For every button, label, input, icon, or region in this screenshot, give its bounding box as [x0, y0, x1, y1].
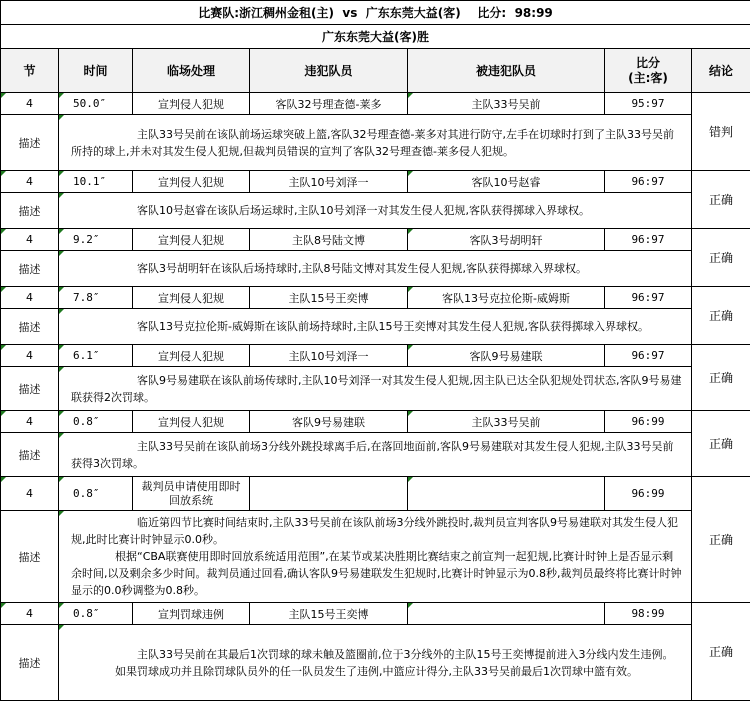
teams-label: 比赛队:: [198, 6, 240, 20]
header-time: 时间: [59, 49, 133, 93]
header-score: [605, 49, 692, 93]
cell-offender: 主队15号王奕博: [250, 603, 408, 625]
cell-time: 6.1″: [59, 345, 133, 367]
description-label: 描述: [1, 193, 59, 229]
cell-period: 4: [1, 603, 59, 625]
cell-period: 4: [1, 411, 59, 433]
cell-action: 宣判侵人犯规: [133, 93, 250, 115]
cell-offender: [250, 477, 408, 511]
cell-victim: 客队9号易建联: [408, 345, 605, 367]
description-paragraph: 客队13号克拉伦斯-威姆斯在该队前场持球时,主队15号王奕博对其发生侵人犯规,客队获得掷球入界球权。: [137, 320, 649, 333]
ruling-description-row: [1, 193, 750, 229]
description-label: 描述: [1, 115, 59, 171]
ruling-description-row: [1, 625, 750, 701]
cell-time: 10.1″: [59, 171, 133, 193]
cell-score: 98:99: [605, 603, 692, 625]
cell-time: 0.8″: [59, 477, 133, 511]
description-paragraph: 临近第四节比赛时间结束时,主队33号吴前在该队前场3分线外跳投时,裁判员宣判客队9号易建联对其发生侵人犯规,此时比赛计时钟显示0.0秒。: [71, 516, 678, 546]
vs-label: vs: [342, 6, 358, 20]
cell-verdict: 错判: [692, 93, 750, 171]
cell-offender: 客队9号易建联: [250, 411, 408, 433]
winner-banner: [1, 25, 750, 49]
description-paragraph: 如果罚球成功并且除罚球队员外的任一队员发生了违例,中篮应计得分,主队33号吴前最后1次罚球中篮有效。: [115, 664, 638, 678]
cell-offender: 客队32号理查德-莱多: [250, 93, 408, 115]
cell-verdict: 正确: [692, 287, 750, 345]
description-paragraph: 客队3号胡明轩在该队后场持球时,主队8号陆文博对其发生侵人犯规,客队获得掷球入界球权。: [137, 262, 587, 275]
description-label: 描述: [1, 251, 59, 287]
home-team: 浙江稠州金租(主): [239, 6, 335, 20]
header-score-line2: (主:客): [628, 70, 668, 85]
winner-text: 广东东莞大益(客)胜: [1, 25, 750, 49]
cell-score: 96:97: [605, 171, 692, 193]
description-paragraph: 主队33号吴前在该队前场3分线外跳投球离手后,在落回地面前,客队9号易建联对其发生侵人犯规,主队33号吴前获得3次罚球。: [71, 439, 674, 470]
column-header-row: [1, 49, 750, 93]
cell-score: 96:97: [605, 345, 692, 367]
description-text: [59, 433, 692, 477]
cell-time: 0.8″: [59, 411, 133, 433]
cell-action: 宣判侵人犯规: [133, 229, 250, 251]
description-text: [59, 115, 692, 171]
cell-verdict: 正确: [692, 171, 750, 229]
cell-period: 4: [1, 477, 59, 511]
cell-score: 96:99: [605, 477, 692, 511]
description-paragraph: 主队33号吴前在其最后1次罚球的球未触及篮圈前,位于3分线外的主队15号王奕博提前进入3分线内发生违例。: [137, 647, 674, 661]
ruling-description-row: [1, 309, 750, 345]
cell-score: 96:97: [605, 287, 692, 309]
cell-time: 9.2″: [59, 229, 133, 251]
header-score-line1: 比分: [635, 55, 660, 70]
cell-action: 宣判罚球违例: [133, 603, 250, 625]
cell-victim: 主队33号吴前: [408, 411, 605, 433]
description-label: 描述: [1, 511, 59, 603]
ruling-row: [1, 93, 750, 115]
description-paragraph: 客队10号赵睿在该队后场运球时,主队10号刘泽一对其发生侵人犯规,客队获得掷球入界球权。: [137, 204, 590, 217]
ruling-description-row: [1, 251, 750, 287]
cell-victim: 客队13号克拉伦斯-威姆斯: [408, 287, 605, 309]
cell-victim: [408, 477, 605, 511]
description-paragraph: 主队33号吴前在该队前场运球突破上篮,客队32号理查德-莱多对其进行防守,左手在切球时打到了主队33号吴前所持的球上,并未对其发生侵人犯规,但裁判员错误的宣判了客队32号理查德-莱多侵人犯规。: [71, 127, 674, 158]
ruling-row: [1, 229, 750, 251]
description-label: 描述: [1, 367, 59, 411]
header-action: 临场处理: [133, 49, 250, 93]
header-victim: 被违犯队员: [408, 49, 605, 93]
cell-period: 4: [1, 171, 59, 193]
match-banner: [1, 1, 750, 25]
description-text: [59, 625, 692, 701]
description-paragraph: 客队9号易建联在该队前场传球时,主队10号刘泽一对其发生侵人犯规,因主队已达全队犯规处罚状态,客队9号易建联获得2次罚球。: [71, 373, 682, 404]
ruling-row: [1, 287, 750, 309]
cell-verdict: 正确: [692, 477, 750, 603]
cell-action: 裁判员申请使用即时回放系统: [133, 477, 250, 511]
description-text: [59, 251, 692, 287]
ruling-row: [1, 477, 750, 511]
cell-victim: [408, 603, 605, 625]
header-period: 节: [1, 49, 59, 93]
ruling-description-row: [1, 367, 750, 411]
score-label: 比分:: [477, 6, 507, 20]
description-label: 描述: [1, 625, 59, 701]
cell-offender: 主队15号王奕博: [250, 287, 408, 309]
ruling-row: [1, 603, 750, 625]
cell-victim: 客队10号赵睿: [408, 171, 605, 193]
cell-score: 96:99: [605, 411, 692, 433]
cell-period: 4: [1, 229, 59, 251]
cell-period: 4: [1, 287, 59, 309]
cell-action: 宣判侵人犯规: [133, 411, 250, 433]
cell-period: 4: [1, 93, 59, 115]
description-text: [59, 367, 692, 411]
description-label: 描述: [1, 309, 59, 345]
cell-verdict: 正确: [692, 411, 750, 477]
cell-action: 宣判侵人犯规: [133, 287, 250, 309]
cell-victim: 主队33号吴前: [408, 93, 605, 115]
ruling-row: [1, 171, 750, 193]
cell-offender: 主队10号刘泽一: [250, 345, 408, 367]
header-offender: 违犯队员: [250, 49, 408, 93]
cell-time: 0.8″: [59, 603, 133, 625]
description-label: 描述: [1, 433, 59, 477]
cell-score: 95:97: [605, 93, 692, 115]
cell-score: 96:97: [605, 229, 692, 251]
cell-time: 50.0″: [59, 93, 133, 115]
away-team: 广东东莞大益(客): [365, 6, 461, 20]
cell-action: 宣判侵人犯规: [133, 171, 250, 193]
ruling-row: [1, 345, 750, 367]
match-title: [1, 1, 750, 25]
cell-action: 宣判侵人犯规: [133, 345, 250, 367]
cell-verdict: 正确: [692, 345, 750, 411]
description-text: [59, 309, 692, 345]
final-score: 98:99: [514, 6, 553, 20]
ruling-description-row: [1, 433, 750, 477]
cell-offender: 主队10号刘泽一: [250, 171, 408, 193]
description-paragraph: 根据“CBA联赛使用即时回放系统适用范围”,在某节或某决胜期比赛结束之前宣判一起犯规,比赛计时钟上是否显示剩余时间,以及剩余多少时间。裁判员通过回看,确认客队9号易建联发生犯规时,比赛计时钟显示为0.8秒,裁判员最终将比赛计时钟显示的0.0秒调整为0.8秒。: [71, 550, 682, 597]
ruling-description-row: [1, 511, 750, 603]
cell-time: 7.8″: [59, 287, 133, 309]
description-text: [59, 511, 692, 603]
header-verdict: 结论: [692, 49, 750, 93]
cell-victim: 客队3号胡明轩: [408, 229, 605, 251]
cell-verdict: 正确: [692, 229, 750, 287]
ruling-description-row: [1, 115, 750, 171]
ruling-row: [1, 411, 750, 433]
cell-offender: 主队8号陆文博: [250, 229, 408, 251]
cell-period: 4: [1, 345, 59, 367]
description-text: [59, 193, 692, 229]
cell-verdict: 正确: [692, 603, 750, 701]
